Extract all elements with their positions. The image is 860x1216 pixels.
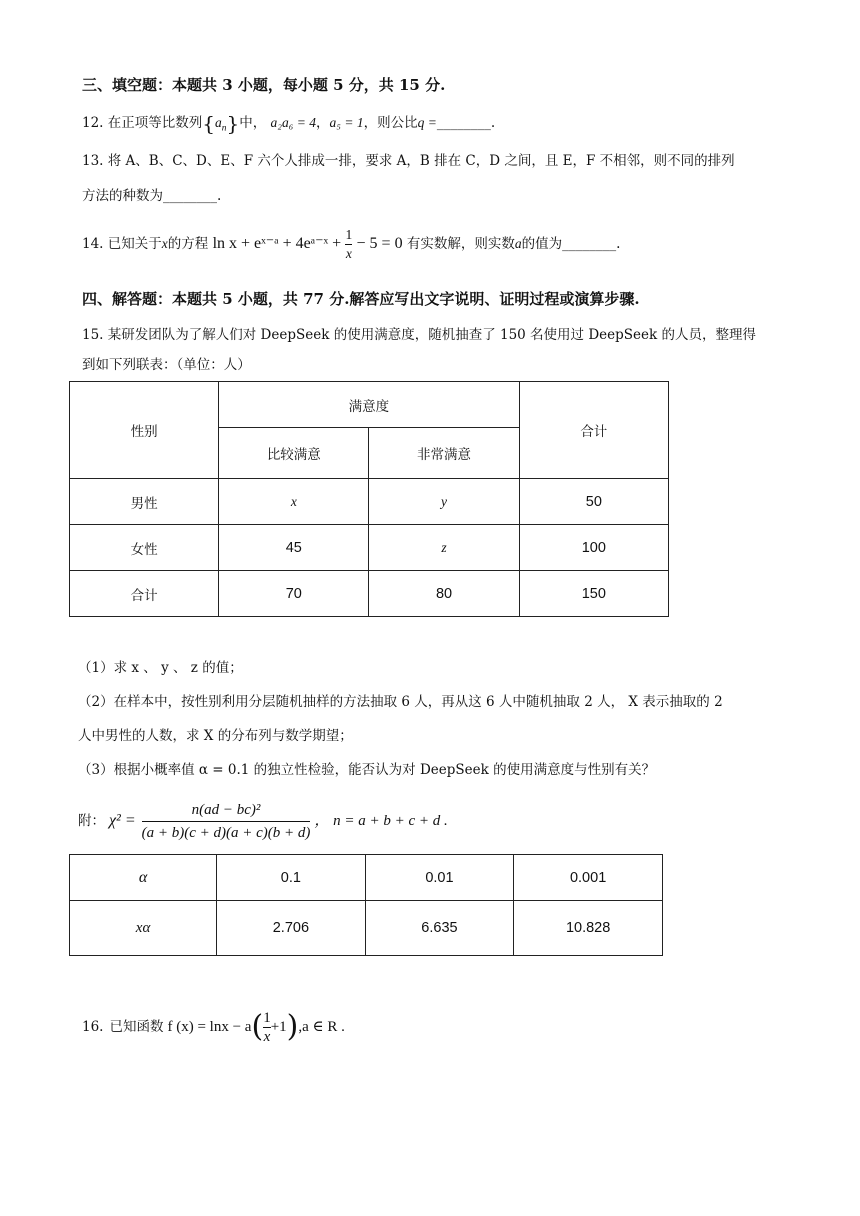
question-15-line-1: 15. 某研发团队为了解人们对 DeepSeek 的使用满意度，随机抽查了 150 名使用过 DeepSeek 的人员，整理得 (82, 327, 756, 343)
question-13-line-2: 方法的种数为________. (82, 188, 222, 204)
q14-fraction (345, 226, 352, 263)
appendix-label: 附： (78, 813, 105, 829)
q16-plus-one: +1 (270, 1019, 287, 1035)
q14-frac-den: x (345, 246, 352, 261)
cell: z (369, 525, 519, 571)
section-3-heading: 三、填空题：本题共 3 小题，每小题 5 分，共 15 分. (82, 76, 446, 94)
q16-text: 已知函数 (109, 1019, 164, 1035)
cell: 0.1 (217, 855, 366, 901)
q12-text-3: ，则公比 (363, 115, 418, 131)
q15-part-1: （1）求 x 、 y 、 z 的值； (78, 660, 243, 676)
table-row (70, 855, 663, 901)
header-total: 合计 (519, 382, 668, 479)
cell: 100 (519, 525, 668, 571)
cell: 45 (219, 525, 369, 571)
chi-numerator: n(ad − bc)² (191, 801, 261, 818)
cell: 150 (519, 571, 668, 617)
cell: 0.01 (365, 855, 514, 901)
q14-text-3: 有实数解，则实数 (406, 236, 515, 252)
table-row (70, 571, 669, 617)
chi-denominator: (a + b)(c + d)(a + c)(b + d) (142, 821, 311, 842)
critical-value-table (69, 854, 663, 956)
q16-left-paren: ( (251, 1009, 264, 1044)
q16-frac-den: x (263, 1028, 271, 1045)
x-alpha-label: xα (70, 901, 217, 956)
table-row (70, 479, 669, 525)
q14-x: x (161, 236, 168, 251)
q16-frac-num: 1 (263, 1009, 271, 1026)
q12-blank: ________. (436, 115, 496, 131)
q16-number: 16. (82, 1019, 104, 1035)
q15-part-2-line-1: （2）在样本中，按性别利用分层随机抽样的方法抽取 6 人，再从这 6 人中随机抽取 2 人， X 表示抽取的 2 (78, 694, 723, 710)
question-16 (82, 1004, 345, 1050)
question-13-line-1: 13. 将 A、B、C、D、E、F 六个人排成一排，要求 A，B 排在 C，D 之间，且 E，F 不相邻，则不同的排列 (82, 153, 735, 169)
q12-seq: a (215, 115, 222, 130)
chi-square-formula (78, 798, 448, 844)
q14-equation-tail: − 5 = 0 (356, 235, 403, 252)
section-4-heading: 四、解答题：本题共 5 小题，共 77 分.解答应写出文字说明、证明过程或演算步骤. (82, 290, 640, 308)
cell: 10.828 (514, 901, 663, 956)
q12-eq-1: a₂a₆ = 4 (270, 115, 317, 130)
q16-fraction (263, 1009, 271, 1046)
q12-q: q = (417, 115, 437, 130)
table-row (70, 901, 663, 956)
q14-equation: ln x + eˣ⁻ᵃ + 4eᵃ⁻ˣ + (212, 235, 342, 252)
q15-part-2-line-2: 人中男性的人数，求 X 的分布列与数学期望； (78, 728, 353, 744)
cell: 0.001 (514, 855, 663, 901)
q14-number: 14. (82, 236, 104, 252)
header-satisfaction: 满意度 (219, 382, 519, 428)
row-label: 女性 (70, 525, 219, 571)
q16-domain: ,a ∈ R . (298, 1019, 345, 1035)
question-15-line-2: 到如下列联表：（单位：人） (82, 357, 251, 373)
question-12: 12. 在正项等比数列$\{a_n\}$中， a₂a₆ = 4，a₅ = 1，则公比q =________. (82, 111, 496, 136)
q14-a: a (514, 236, 522, 251)
cell: 50 (519, 479, 668, 525)
q12-text-1: 在正项等比数列 (107, 115, 203, 131)
cell: y (369, 479, 519, 525)
header-somewhat-satisfied: 比较满意 (219, 428, 369, 479)
q12-sep: ， (316, 115, 330, 131)
table-row (70, 525, 669, 571)
chi-symbol: χ² = (109, 812, 136, 829)
header-very-satisfied: 非常满意 (369, 428, 519, 479)
chi-fraction (142, 801, 311, 842)
q12-eq-2: a₅ = 1 (329, 115, 364, 130)
q14-frac-num: 1 (345, 227, 353, 242)
question-14 (82, 226, 620, 263)
cell: 80 (369, 571, 519, 617)
cell: 70 (219, 571, 369, 617)
cell: 2.706 (217, 901, 366, 956)
q12-text-2: 中， (239, 115, 267, 131)
cell: x (219, 479, 369, 525)
q16-right-paren: ) (286, 1009, 299, 1044)
row-label: 男性 (70, 479, 219, 525)
q14-text-1: 已知关于 (107, 236, 162, 252)
q14-text-4: 的值为________. (521, 236, 621, 252)
cell: 6.635 (365, 901, 514, 956)
q15-part-3: （3）根据小概率值 α = 0.1 的独立性检验，能否认为对 DeepSeek 的使用满意度与性别有关？ (78, 762, 656, 778)
alpha-label: α (70, 855, 217, 901)
n-equation: ， n = a + b + c + d . (314, 813, 448, 829)
header-gender: 性别 (70, 382, 219, 479)
row-label: 合计 (70, 571, 219, 617)
q12-number: 12. (82, 115, 104, 131)
q16-function: f (x) = lnx − a (167, 1019, 252, 1035)
q14-text-2: 的方程 (167, 236, 209, 252)
contingency-table (69, 381, 669, 617)
